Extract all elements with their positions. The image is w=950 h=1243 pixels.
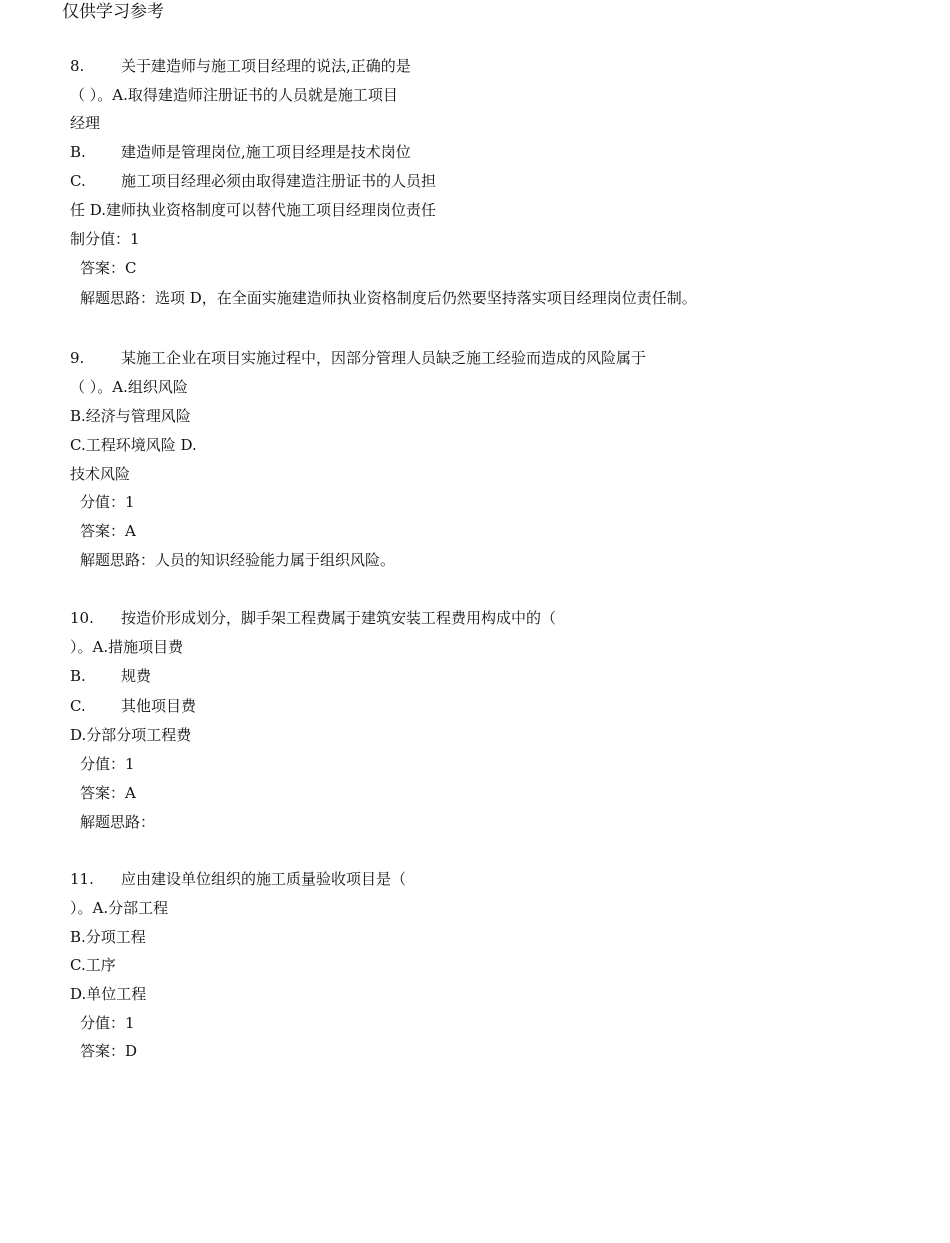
question-number: 11. — [70, 870, 94, 888]
question-10-option-b — [70, 665, 151, 687]
question-number: 8. — [70, 57, 85, 75]
question-10-option-a: ）。A.措施项目费 — [70, 638, 184, 656]
question-8-option-b — [70, 141, 411, 163]
question-9-answer: 答案：A — [80, 522, 136, 540]
question-number: 10. — [70, 609, 94, 627]
question-11-stem-line — [70, 868, 406, 890]
question-11-option-a: ）。A.分部工程 — [70, 899, 169, 917]
question-8-option-c — [70, 170, 436, 192]
question-8-option-a-cont: 经理 — [70, 114, 101, 132]
question-8-option-a: （ ）。A.取得建造师注册证书的人员就是施工项目 — [70, 86, 398, 104]
option-label: C. — [70, 697, 86, 715]
question-8-stem-line — [70, 55, 411, 77]
question-10-analysis: 解题思路： — [80, 813, 156, 831]
question-11-score: 分值：1 — [80, 1014, 135, 1032]
question-9-option-d: 技术风险 — [70, 465, 131, 483]
question-10-answer: 答案：A — [80, 784, 136, 802]
question-stem: 按造价形成划分，脚手架工程费属于建筑安装工程费用构成中的（ — [121, 609, 557, 627]
option-label: B. — [70, 143, 86, 161]
question-9-option-a: （ ）。A.组织风险 — [70, 378, 188, 396]
question-11-option-b: B.分项工程 — [70, 928, 146, 946]
question-9-stem-line — [70, 347, 646, 369]
question-10-stem-line — [70, 607, 556, 629]
option-text: 其他项目费 — [121, 697, 197, 715]
question-10-option-c — [70, 695, 196, 717]
question-stem: 关于建造师与施工项目经理的说法,正确的是 — [121, 57, 411, 75]
question-10-score: 分值：1 — [80, 755, 135, 773]
option-text: 建造师是管理岗位,施工项目经理是技术岗位 — [121, 143, 411, 161]
option-text: 规费 — [121, 667, 152, 685]
question-11-answer: 答案：D — [80, 1042, 138, 1060]
question-number: 9. — [70, 349, 85, 367]
question-9-score: 分值：1 — [80, 493, 135, 511]
question-8-score: 制分值：1 — [70, 230, 140, 248]
watermark-header: 仅供学习参考 — [62, 2, 164, 22]
question-9-analysis: 解题思路：人员的知识经验能力属于组织风险。 — [80, 551, 396, 569]
question-11-option-d: D.单位工程 — [70, 985, 147, 1003]
question-10-option-d: D.分部分项工程费 — [70, 726, 192, 744]
question-stem: 应由建设单位组织的施工质量验收项目是（ — [121, 870, 407, 888]
question-11-option-c: C.工序 — [70, 956, 116, 974]
question-8-analysis: 解题思路：选项 D，在全面实施建造师执业资格制度后仍然要坚持落实项目经理岗位责任制。 — [80, 289, 697, 307]
option-text: 施工项目经理必须由取得建造注册证书的人员担 — [121, 172, 437, 190]
question-9-option-b: B.经济与管理风险 — [70, 407, 191, 425]
option-label: C. — [70, 172, 86, 190]
option-label: B. — [70, 667, 86, 685]
question-9-option-c: C.工程环境风险 D. — [70, 436, 197, 454]
question-stem: 某施工企业在项目实施过程中，因部分管理人员缺乏施工经验而造成的风险属于 — [121, 349, 647, 367]
question-8-option-d: 任 D.建师执业资格制度可以替代施工项目经理岗位责任 — [70, 201, 437, 219]
question-8-answer: 答案：C — [80, 259, 137, 277]
